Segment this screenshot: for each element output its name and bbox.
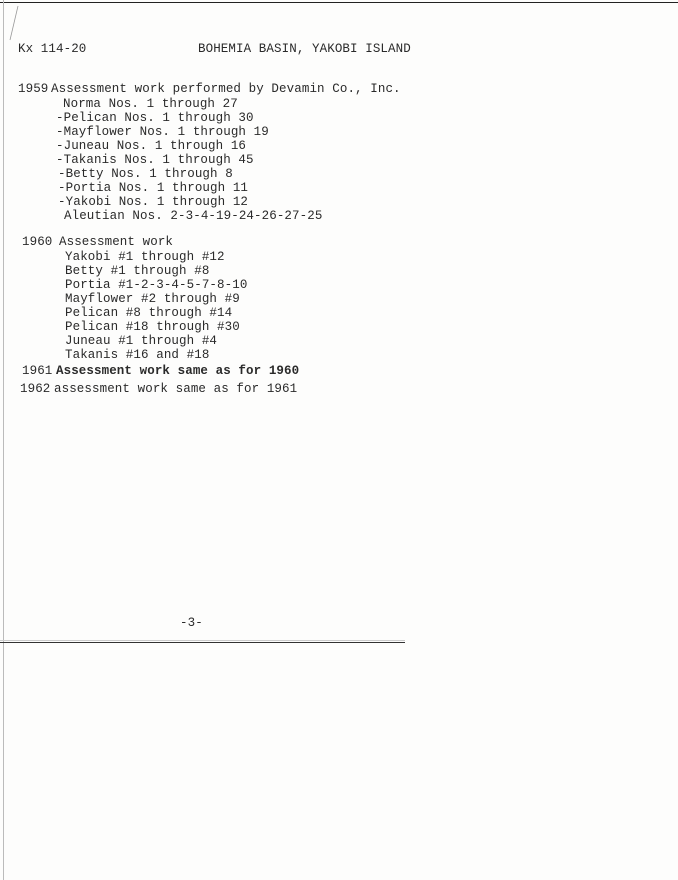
list-item: -Takanis Nos. 1 through 45 xyxy=(56,153,254,167)
list-item: Juneau #1 through #4 xyxy=(65,334,218,348)
list-item: -Yakobi Nos. 1 through 12 xyxy=(58,195,249,209)
top-border xyxy=(0,2,678,3)
list-item: -Juneau Nos. 1 through 16 xyxy=(56,139,247,153)
list-item: Pelican #8 through #14 xyxy=(65,306,233,320)
year-1959: 1959 xyxy=(18,82,49,96)
list-item: Norma Nos. 1 through 27 xyxy=(63,97,238,111)
year-1961: 1961 xyxy=(22,364,53,378)
list-item: -Pelican Nos. 1 through 30 xyxy=(56,111,254,125)
list-item: -Mayflower Nos. 1 through 19 xyxy=(56,125,269,139)
heading-1960: Assessment work xyxy=(59,235,174,249)
heading-1959: Assessment work performed by Devamin Co., Inc. xyxy=(51,82,401,96)
divider-line-faint xyxy=(0,640,405,641)
page-number: -3- xyxy=(180,616,203,630)
list-item: Yakobi #1 through #12 xyxy=(65,250,225,264)
pencil-mark xyxy=(4,4,24,44)
text-1961: Assessment work same as for 1960 xyxy=(56,364,300,378)
divider-line xyxy=(0,642,405,643)
list-item: Aleutian Nos. 2-3-4-19-24-26-27-25 xyxy=(64,209,323,223)
list-item: Betty #1 through #8 xyxy=(65,264,210,278)
year-1960: 1960 xyxy=(22,235,53,249)
list-item: -Portia Nos. 1 through 11 xyxy=(58,181,249,195)
list-item: Portia #1-2-3-4-5-7-8-10 xyxy=(65,278,248,292)
list-item: Pelican #18 through #30 xyxy=(65,320,240,334)
year-1962: 1962 xyxy=(20,382,51,396)
document-title: BOHEMIA BASIN, YAKOBI ISLAND xyxy=(198,42,411,56)
list-item: Takanis #16 and #18 xyxy=(65,348,210,362)
left-border xyxy=(3,0,4,880)
file-number: Kx 114-20 xyxy=(18,42,87,56)
list-item: Mayflower #2 through #9 xyxy=(65,292,240,306)
text-1962: assessment work same as for 1961 xyxy=(54,382,298,396)
list-item: -Betty Nos. 1 through 8 xyxy=(58,167,233,181)
